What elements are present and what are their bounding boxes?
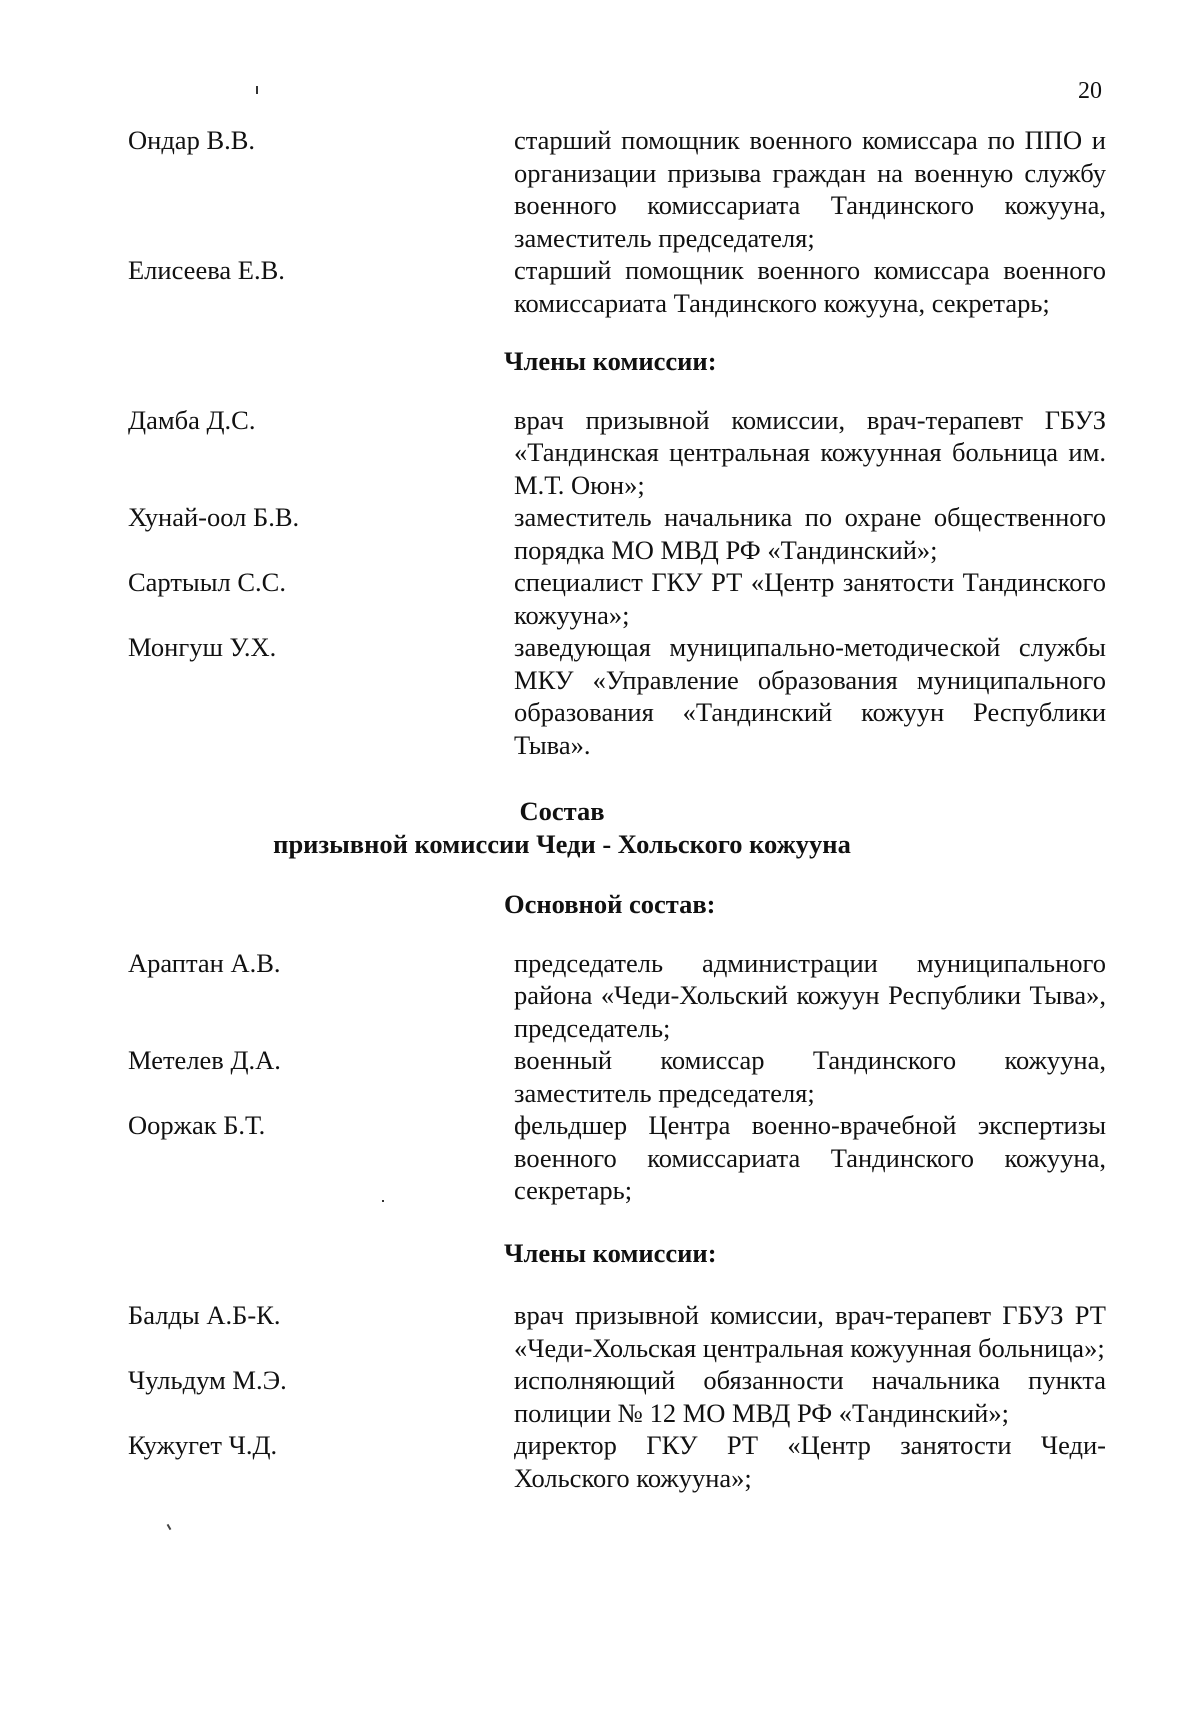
member-name: Дамба Д.С. <box>128 404 256 435</box>
member-role: старший помощник военного комиссара по ППО и организации призыва граждан на военную службу военного комиссариата Тандинского кожууна, заместитель председателя; <box>514 125 1106 253</box>
main-heading: Основной состав: <box>504 889 716 919</box>
member-role: исполняющий обязанности начальника пункта полиции № 12 МО МВД РФ «Тандинский»; <box>514 1365 1106 1428</box>
page-number: 20 <box>1078 78 1102 104</box>
member-entry <box>128 124 1106 254</box>
member-role: старший помощник военного комиссара военного комиссариата Тандинского кожууна, секретарь; <box>514 255 1106 318</box>
section-title: Состав <box>519 796 605 826</box>
member-entry <box>128 501 1106 566</box>
member-entry <box>128 631 1106 761</box>
members-heading: Члены комиссии: <box>504 1237 717 1268</box>
member-role: врач призывной комиссии, врач-терапевт ГБУЗ РТ «Чеди-Хольская центральная кожуунная больница»; <box>514 1300 1106 1363</box>
member-role: заместитель начальника по охране общественного порядка МО МВД РФ «Тандинский»; <box>514 502 1106 565</box>
scan-dot <box>382 1200 384 1202</box>
member-entry <box>128 1429 1106 1494</box>
member-name: Араптан А.В. <box>128 947 281 978</box>
section-subtitle: призывной комиссии Чеди - Хольского кожууна <box>273 828 851 859</box>
member-entry <box>128 404 1106 502</box>
member-role: фельдшер Центра военно-врачебной экспертизы военного комиссариата Тандинского кожууна, секретарь; <box>514 1110 1106 1205</box>
member-name: Монгуш У.Х. <box>128 632 277 662</box>
member-name: Ондар В.В. <box>128 125 256 155</box>
member-name: Метелев Д.А. <box>128 1045 281 1075</box>
member-role: председатель администрации муниципального района «Чеди-Хольский кожуун Республики Тыва», председатель; <box>514 947 1106 1043</box>
member-role: директор ГКУ РТ «Центр занятости Чеди-Хольского кожууна»; <box>514 1430 1106 1493</box>
document-body <box>128 124 1106 1494</box>
member-role: заведующая муниципально-методической службы МКУ «Управление образования муниципального образования «Тандинский кожуун Республики Тыва». <box>514 632 1106 760</box>
member-name: Чульдум М.Э. <box>128 1365 287 1395</box>
member-role: военный комиссар Тандинского кожууна, заместитель председателя; <box>514 1045 1106 1108</box>
member-entry <box>128 1109 1106 1207</box>
member-name: Балды А.Б-К. <box>128 1300 281 1330</box>
member-role: специалист ГКУ РТ «Центр занятости Тандинского кожууна»; <box>514 567 1106 630</box>
member-entry <box>128 947 1106 1045</box>
member-name: Сартыыл С.С. <box>128 567 286 597</box>
members-heading: Члены комиссии: <box>504 346 717 376</box>
member-name: Елисеева Е.В. <box>128 255 285 285</box>
member-entry <box>128 1299 1106 1364</box>
member-name: Кужугет Ч.Д. <box>128 1430 278 1460</box>
scan-mark <box>256 86 258 94</box>
member-role: врач призывной комиссии, врач-терапевт ГБУЗ «Тандинская центральная кожуунная больница им. М.Т. Оюн»; <box>514 404 1106 500</box>
member-entry <box>128 1364 1106 1429</box>
member-entry <box>128 254 1106 319</box>
member-name: Ооржак Б.Т. <box>128 1110 266 1140</box>
member-name: Хунай-оол Б.В. <box>128 502 300 532</box>
member-entry <box>128 1044 1106 1109</box>
member-entry <box>128 566 1106 631</box>
scan-mark <box>167 1524 172 1530</box>
